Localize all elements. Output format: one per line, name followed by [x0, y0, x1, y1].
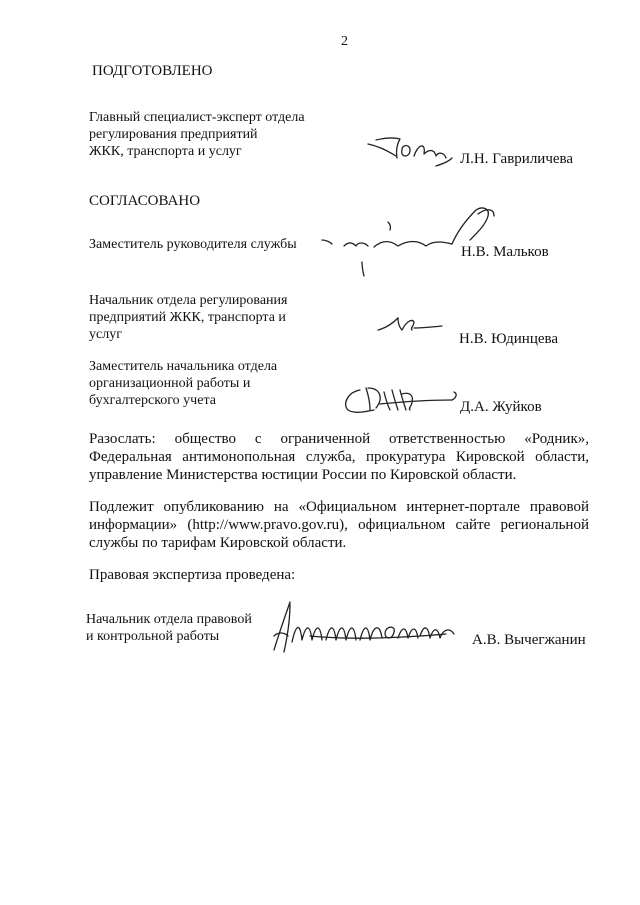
distribution-line: Разослать: общество с ограниченной ответственностью «Родник», [89, 431, 589, 447]
prepared-position-line: регулирования предприятий [89, 127, 258, 142]
publication-line: Подлежит опубликованию на «Официальном интернет-портале правовой [89, 499, 589, 515]
regulation-chief-position-line: предприятий ЖКК, транспорта и [89, 310, 286, 325]
org-deputy-chief-name: Д.А. Жуйков [460, 399, 542, 415]
regulation-chief-position-line: Начальник отдела регулирования [89, 293, 288, 308]
publication-line: информации» (http://www.pravo.gov.ru), официальном сайте региональной [89, 517, 589, 533]
signature-gavrilicheva [366, 134, 454, 174]
prepared-heading: ПОДГОТОВЛЕНО [92, 63, 213, 79]
agreed-heading: СОГЛАСОВАНО [89, 193, 201, 209]
legal-chief-name: А.В. Вычегжанин [472, 632, 586, 648]
org-deputy-chief-position-line: Заместитель начальника отдела [89, 359, 278, 374]
page-number: 2 [341, 34, 348, 49]
signature-vychegzhanin [270, 600, 465, 660]
org-deputy-chief-position-line: бухгалтерского учета [89, 393, 216, 408]
prepared-position-line: Главный специалист-эксперт отдела [89, 110, 305, 125]
legal-chief-position-line: и контрольной работы [86, 629, 220, 644]
regulation-chief-position-line: услуг [89, 327, 122, 342]
legal-chief-position-line: Начальник отдела правовой [86, 612, 252, 627]
signature-malkov [318, 200, 504, 280]
org-deputy-chief-position-line: организационной работы и [89, 376, 251, 391]
distribution-line: Федеральная антимонопольная служба, прокуратура Кировской области, [89, 449, 589, 465]
deputy-head-position: Заместитель руководителя службы [89, 237, 297, 252]
publication-line: службы по тарифам Кировской области. [89, 535, 347, 551]
prepared-name: Л.Н. Гавриличева [460, 151, 574, 167]
distribution-line: управление Министерства юстиции России по Кировской области. [89, 467, 517, 483]
prepared-position-line: ЖКК, транспорта и услуг [89, 144, 242, 159]
signature-zhuikov [340, 380, 462, 422]
signature-yudintseva [376, 312, 446, 340]
legal-review-statement: Правовая экспертиза проведена: [89, 567, 296, 583]
regulation-chief-name: Н.В. Юдинцева [459, 331, 559, 347]
deputy-head-name: Н.В. Мальков [461, 244, 549, 260]
